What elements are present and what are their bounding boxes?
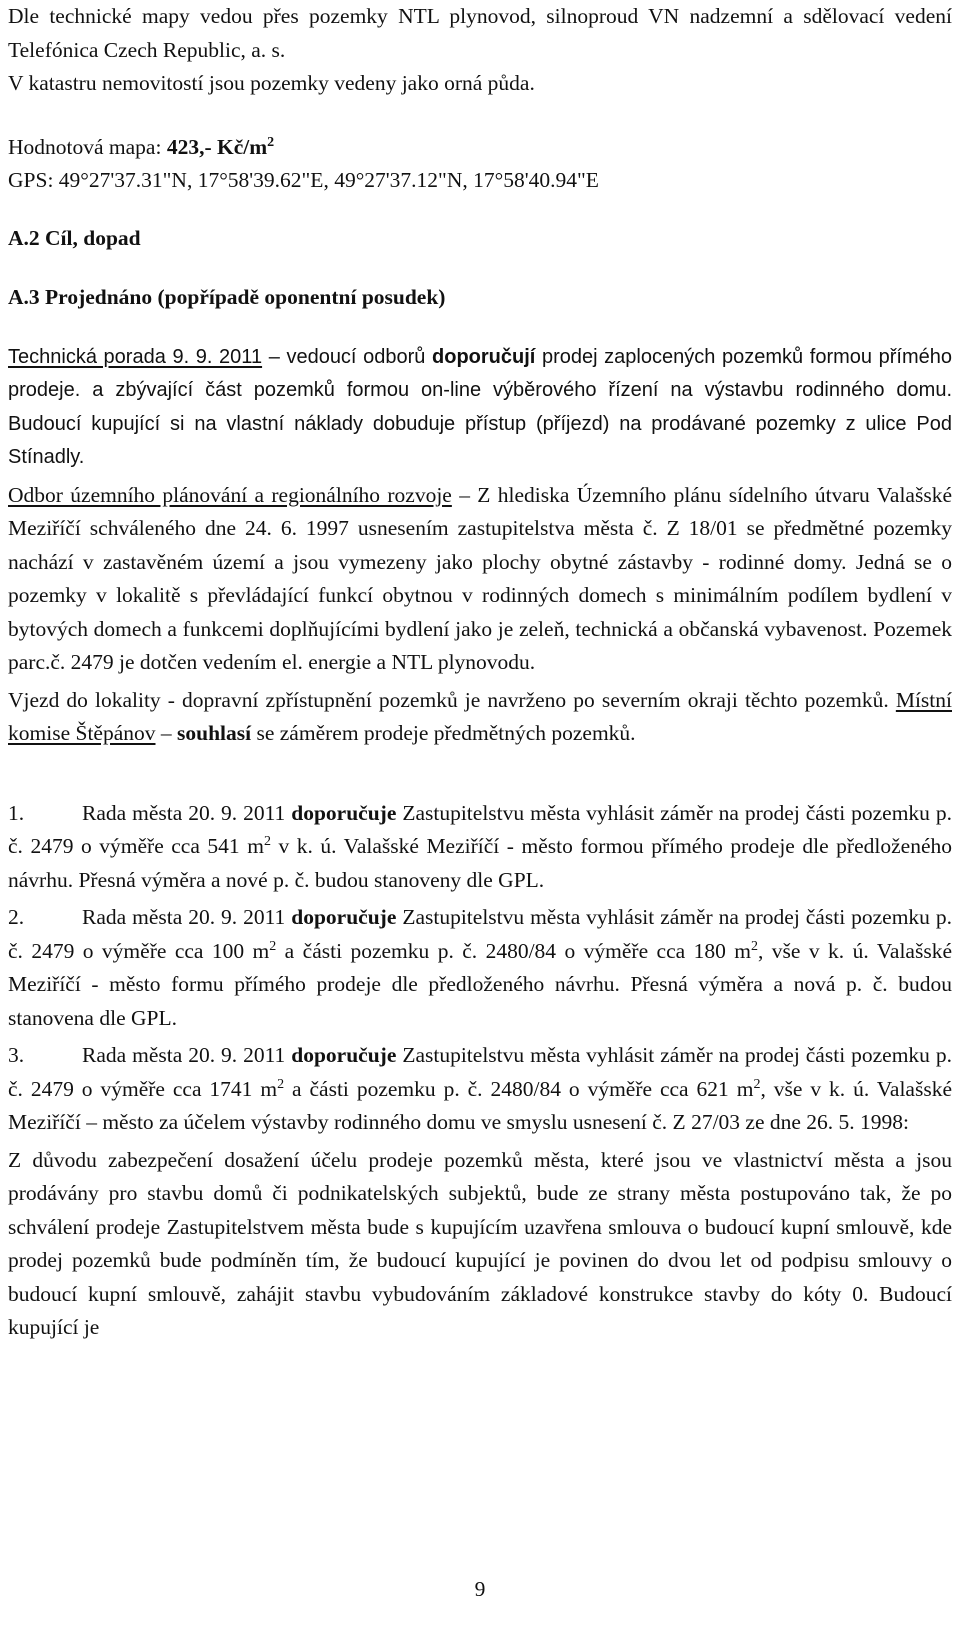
planning-dept-paragraph: Odbor územního plánování a regionálního rozvoje – Z hlediska Územního plánu sídelního útvaru Valašské Meziříčí schváleného dne 24. 6. 1997 usnesením zastupitelstva města č. Z 18/01 se předmětné pozemky nachází v zastavěném území a jsou vymezeny jako plochy obytné zástavby - rodinné domy. Jedná se o pozemky v lokalitě s převládající funkcí obytnou v rodinných domech s minimálním podílem bydlení v bytových domech a funkcemi doplňujícími bydlení jako je zeleň, technická a občanská vybavenost. Pozemek parc.č. 2479 je dotčen vedením el. energie a NTL plynovodu.: [8, 482, 952, 674]
recommend-bold: doporučují: [432, 345, 536, 368]
list-item: 1. Rada města 20. 9. 2011 doporučuje Zastupitelstvu města vyhlásit záměr na prodej části pozemku p. č. 2479 o výměře cca 541 $m^2$ v k. ú. Valašské Meziříčí - město formou přímého prodeje dle předloženého návrhu. Přesná výměra a nové p. č. budou stanoveny dle GPL.: [8, 800, 952, 892]
planning-dept-label: Odbor územního plánování a regionálního rozvoje: [8, 482, 452, 507]
value-map-value: 423,- $Kč/m^2$: [166, 134, 275, 159]
local-commission-label: Místní komise Štěpánov: [8, 687, 952, 745]
agree-bold: souhlasí: [177, 721, 252, 745]
value-map-line: [8, 131, 952, 165]
list-item: 2. Rada města 20. 9. 2011 doporučuje Zastupitelstvu města vyhlásit záměr na prodej části pozemku p. č. 2479 o výměře cca 100 $m^2$ a části pozemku p. č. 2480/84 o výměře cca 180 $m^2$, vše v k. ú. Valašské Meziříčí - město formu přímého prodeje dle předloženého návrhu. Přesná výměra a nová p. č. budou stanovena dle GPL.: [8, 905, 952, 1030]
value-map-label: Hodnotová mapa:: [8, 134, 167, 159]
technical-meeting-paragraph: Technická porada 9. 9. 2011 – vedoucí odborů doporučují prodej zaplocených pozemků formou přímého prodeje. a zbývající část pozemků formou on-line výběrového řízení na výstavbu rodinného domu. Budoucí kupující si na vlastní náklady dobuduje přístup (příjezd) na prodávané pozemky z ulice Pod Stínadly.: [8, 345, 952, 468]
contract-conditions-paragraph: Z důvodu zabezpečení dosažení účelu prodeje pozemků města, které jsou ve vlastnictví města a jsou prodávány pro stavbu domů či podnikatelských subjektů, bude ze strany města postupováno tak, že po schválení prodeje Zastupitelstvem města bude s kupujícím uzavřena smlouva o budoucí kupní smlouvě, kde prodej pozemků bude podmíněn tím, že budoucí kupující je povinen do dvou let od podpisu smlouvy o budoucí kupní smlouvě, zahájit stavbu vybudováním základové konstrukce stavby do kóty 0. Budoucí kupující je: [8, 1147, 952, 1339]
intro-cadastre: V katastru nemovitostí jsou pozemky vedeny jako orná půda.: [8, 71, 535, 95]
page-number: 9: [474, 1577, 486, 1601]
gps-line: GPS: 49°27'37.31"N, 17°58'39.62"E, 49°27'37.12"N, 17°58'40.94"E: [8, 168, 599, 192]
technical-meeting-label: Technická porada 9. 9. 2011: [8, 345, 263, 368]
access-paragraph: Vjezd do lokality - dopravní zpřístupnění pozemků je navrženo po severním okraji těchto pozemků. Místní komise Štěpánov – souhlasí se záměrem prodeje předmětných pozemků.: [8, 687, 952, 745]
heading-a3: A.3 Projednáno (popřípadě oponentní posudek): [8, 285, 446, 309]
list-item: 3. Rada města 20. 9. 2011 doporučuje Zastupitelstvu města vyhlásit záměr na prodej části pozemku p. č. 2479 o výměře cca 1741 $m^2$ a části pozemku p. č. 2480/84 o výměře cca 621 $m^2$, vše v k. ú. Valašské Meziříčí – město za účelem výstavby rodinného domu ve smyslu usnesení č. Z 27/03 ze dne 26. 5. 1998:: [8, 1043, 952, 1134]
intro-paragraph: Dle technické mapy vedou přes pozemky NTL plynovod, silnoproud VN nadzemní a sdělovací vedení Telefónica Czech Republic, a. s.: [8, 4, 952, 62]
heading-a2: A.2 Cíl, dopad: [8, 225, 141, 250]
